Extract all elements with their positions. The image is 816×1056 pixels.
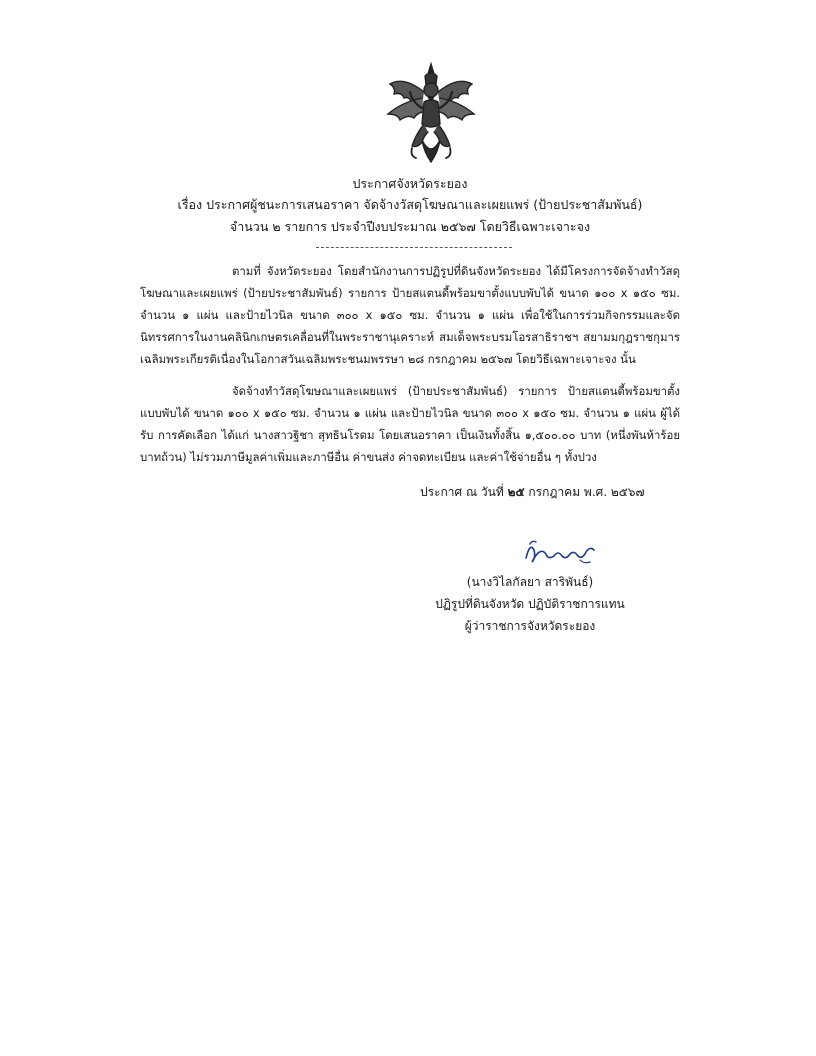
announcement-day: ๒๕ [507, 485, 525, 499]
document-subject: เรื่อง ประกาศผู้ชนะการเสนอราคา จัดจ้างวัสดุโฆษณาและเผยแพร่ (ป้ายประชาสัมพันธ์) [177, 197, 643, 212]
signatory-position: ปฏิรูปที่ดินจังหวัด ปฏิบัติราชการแทน [435, 597, 625, 611]
paragraph-background [140, 260, 680, 370]
signatory-office: ผู้ว่าราชการจังหวัดระยอง [464, 619, 596, 633]
signatory-name: (นางวิไลกัลยา สาริพันธ์) [466, 575, 594, 589]
document-subline: จำนวน ๒ รายการ ประจำปีงบประมาณ ๒๕๖๗ โดยวิธีเฉพาะเจาะจง [229, 219, 591, 234]
document-title: ประกาศจังหวัดระยอง [352, 176, 468, 191]
paragraph-background-text: ตามที่ จังหวัดระยอง โดยสำนักงานการปฏิรูปที่ดินจังหวัดระยอง ได้มีโครงการจัดจ้างทำวัสดุโฆษณาและเผยแพร่ (ป้ายประชาสัมพันธ์) รายการ ป้ายสแตนดี้พร้อมขาตั้งแบบพับได้ ขนาด ๑๐๐ x ๑๕๐ ซม. จำนวน ๑ แผ่น และป้ายไวนิล ขนาด ๓๐๐ x ๑๕๐ ซม. จำนวน ๑ แผ่น เพื่อใช้ในการร่วมกิจกรรมและจัดนิทรรศการในงานคลินิกเกษตรเคลื่อนที่ในพระราชานุเคราะห์ สมเด็จพระบรมโอรสาธิราชฯ สยามมกุฎราชกุมารเฉลิมพระเกียรติเนื่องในโอกาสวันเฉลิมพระชนมพรรษา ๒๘ กรกฎาคม ๒๕๖๗ โดยวิธีเฉพาะเจาะจง นั้น [140, 264, 680, 366]
handwritten-signature [520, 536, 600, 568]
title-divider [316, 247, 512, 248]
announcement-prefix: ประกาศ ณ วันที่ [420, 485, 504, 499]
announcement-month-year: กรกฎาคม พ.ศ. ๒๕๖๗ [528, 485, 645, 499]
paragraph-award [140, 380, 680, 468]
garuda-emblem-icon [382, 62, 480, 166]
announcement-date [420, 482, 720, 502]
paragraph-award-text: จัดจ้างทำวัสดุโฆษณาและเผยแพร่ (ป้ายประชาสัมพันธ์) รายการ ป้ายสแตนดี้พร้อมขาตั้งแบบพับได้ ขนาด ๑๐๐ x ๑๕๐ ซม. จำนวน ๑ แผ่น และป้ายไวนิล ขนาด ๓๐๐ x ๑๕๐ ซม. จำนวน ๑ แผ่น ผู้ได้รับ การคัดเลือก ได้แก่ นางสาวฐิชา สุทธินโรดม โดยเสนอราคา เป็นเงินทั้งสิ้น ๑,๕๐๐.๐๐ บาท (หนึ่งพันห้าร้อยบาทถ้วน) ไม่รวมภาษีมูลค่าเพิ่มและภาษีอื่น ค่าขนส่ง ค่าจดทะเบียน และค่าใช้จ่ายอื่น ๆ ทั้งปวง [140, 384, 680, 464]
